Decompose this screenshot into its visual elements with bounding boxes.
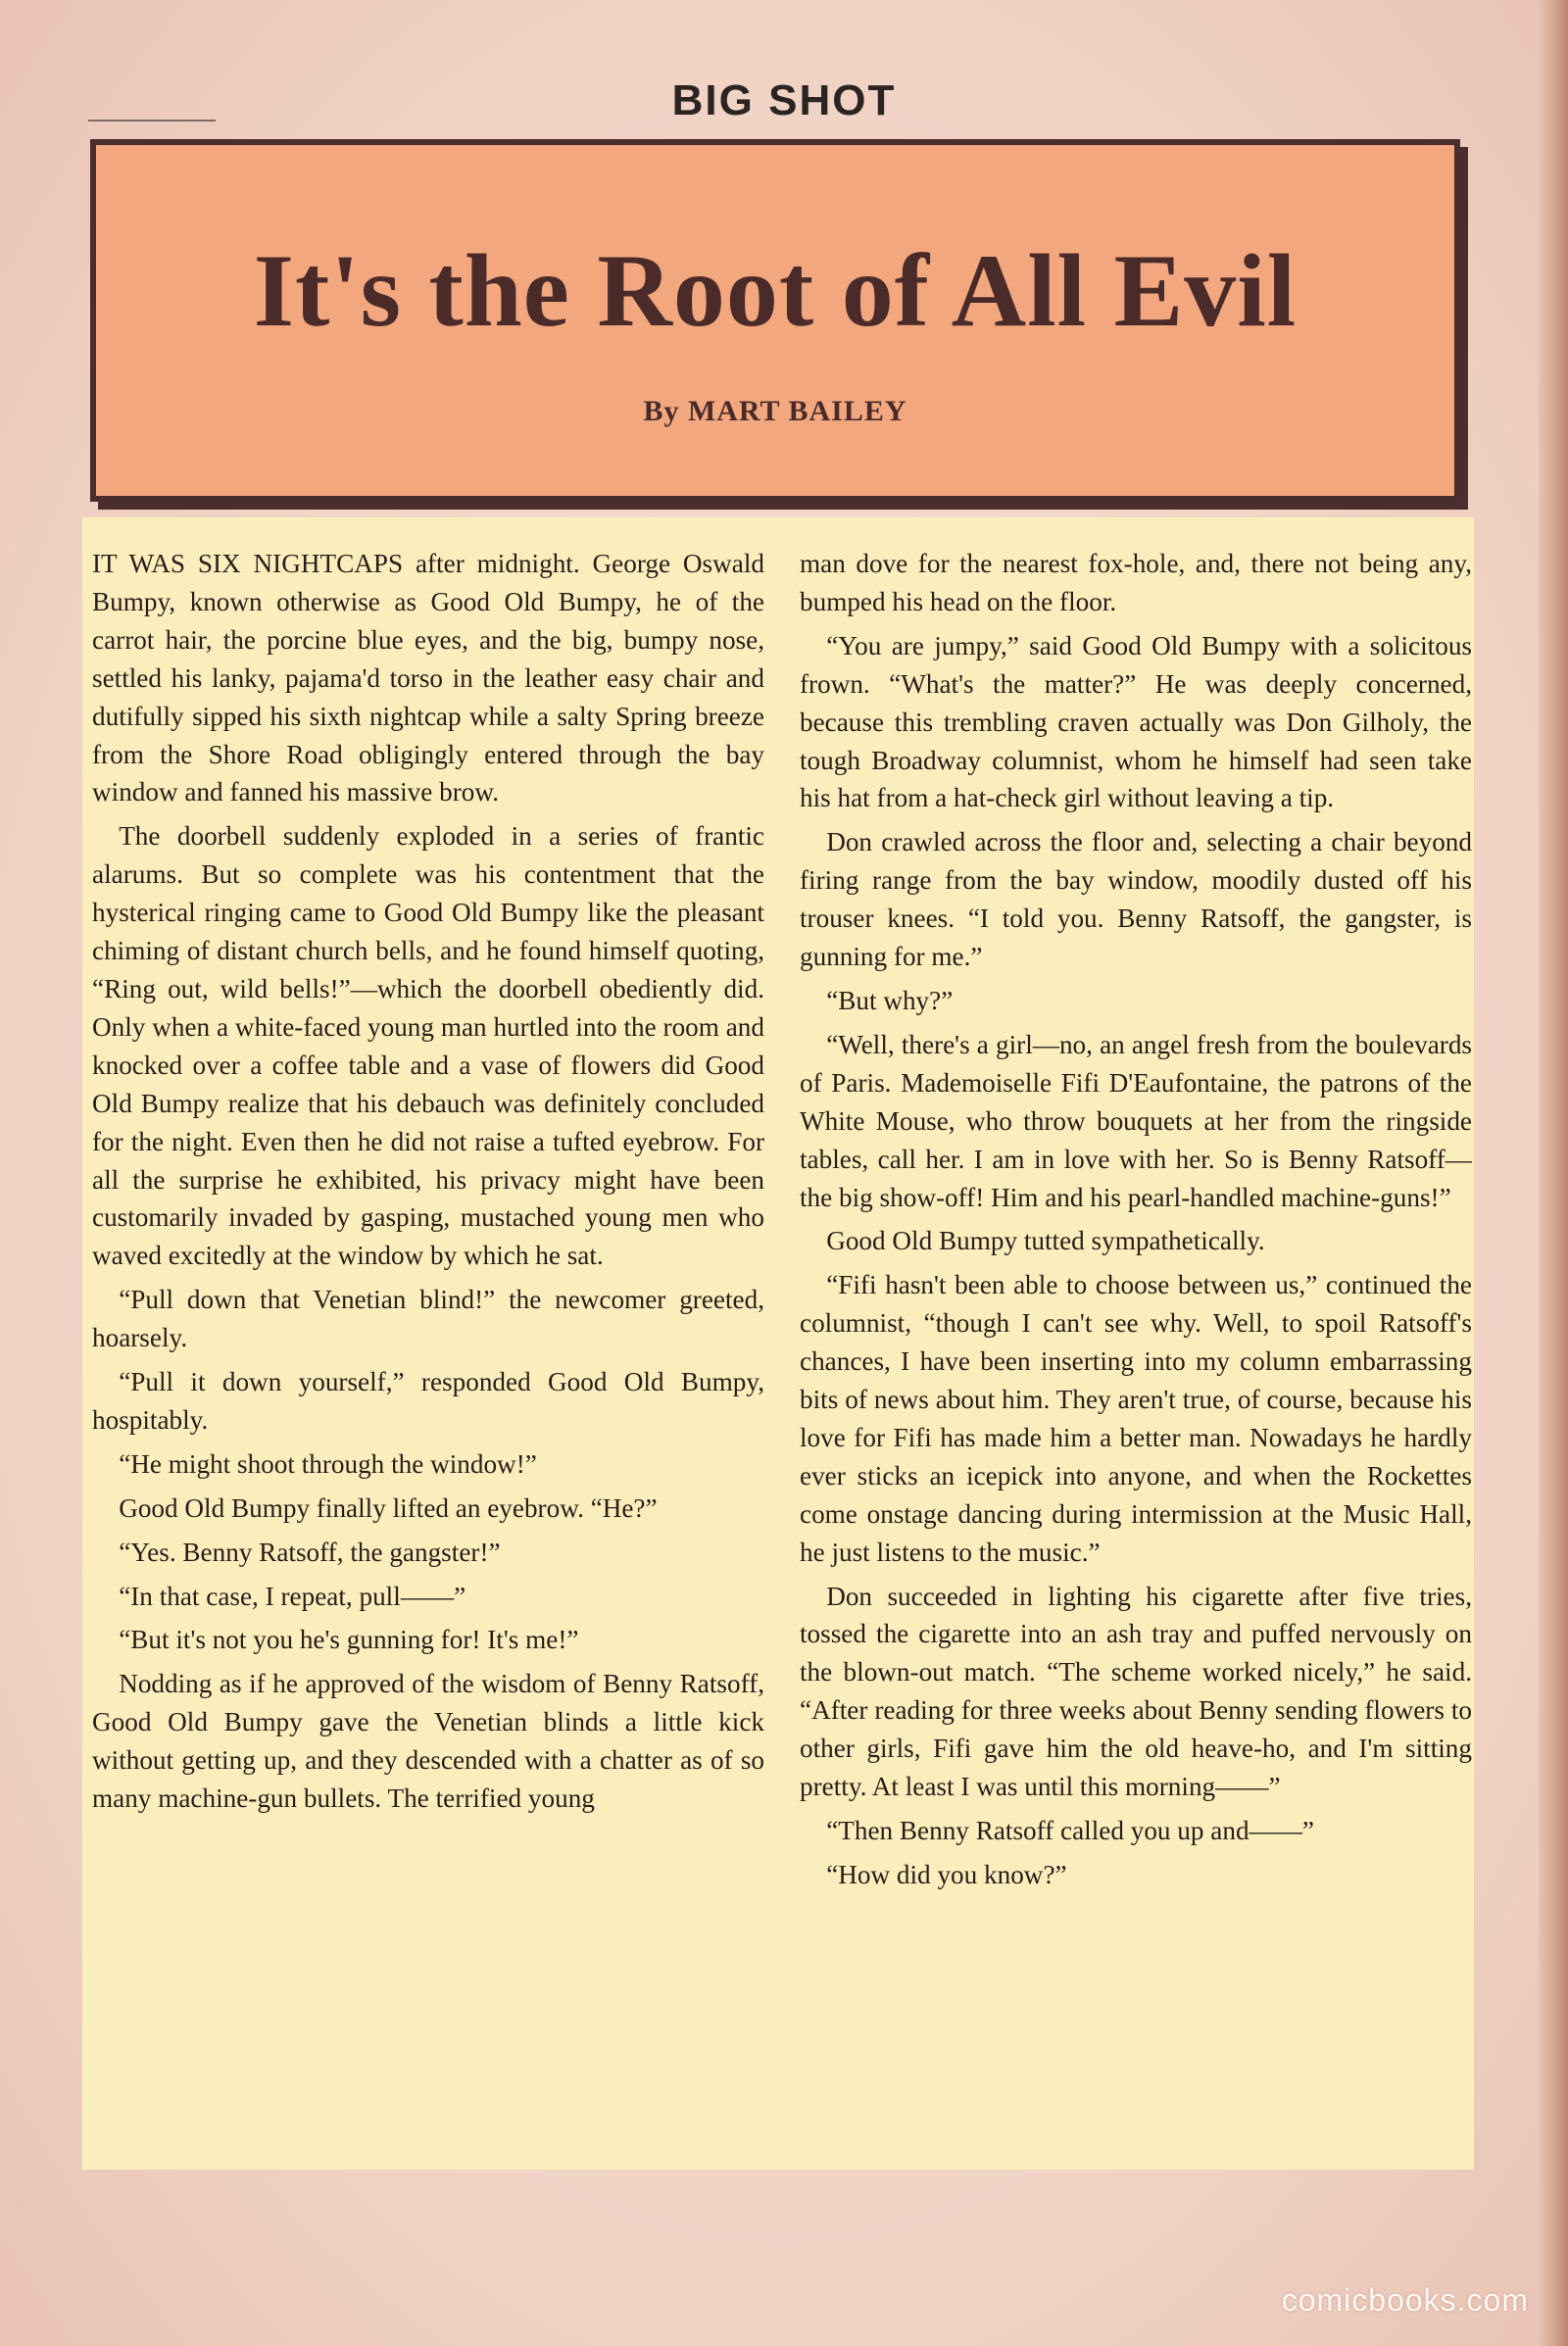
paragraph: “In that case, I repeat, pull——” [119, 1581, 466, 1611]
paragraph: Don succeeded in lighting his cigarette after five tries, tossed the cigarette into an ash tray and puffed nervously on the blown-out match. “The scheme worked nicely,” he said. “After reading for three weeks about Benny sending flowers to other girls, Fifi gave him the old heave-ho, and I'm sitting pretty. At least I was until this morning——” [800, 1581, 1472, 1802]
paragraph: Good Old Bumpy tutted sympathetically. [826, 1226, 1265, 1256]
paragraph: man dove for the nearest fox-hole, and, there not being any, bumped his head on the floor. [800, 549, 1472, 616]
paragraph: “How did you know?” [826, 1859, 1067, 1889]
paragraph: “Pull down that Venetian blind!” the newcomer greeted, hoarsely. [92, 1285, 764, 1353]
story-byline: By MART BAILEY [643, 395, 907, 427]
paragraph: Good Old Bumpy finally lifted an eyebrow. “He?” [119, 1492, 658, 1523]
paragraph: “He might shoot through the window!” [119, 1448, 537, 1479]
paragraph: “But it's not you he's gunning for! It's me!” [119, 1625, 579, 1655]
paragraph: “Yes. Benny Ratsoff, the gangster!” [119, 1537, 501, 1567]
paragraph: “Fifi hasn't been able to choose between us,” continued the columnist, “though I can't see why. Well, to spoil Ratsoff's chances, I have been inserting into my column embarrassing bits of news about him. They aren't true, of course, because his love for Fifi has made him a better man. Nowadays he hardly ever sticks an icepick into anyone, and when the Rockettes come onstage dancing during intermission at the Music Hall, he just listens to the music.” [800, 1270, 1472, 1567]
left-column [92, 545, 764, 2152]
paragraph: “Well, there's a girl—no, an angel fresh from the boulevards of Paris. Mademoiselle Fifi D'Eaufontaine, the patrons of the White Mouse, who throw bouquets at her from the ringside tables, call her. I am in love with her. So is Benny Ratsoff—the big show-off! Him and his pearl-handled machine-guns!” [800, 1029, 1472, 1212]
paragraph: IT WAS SIX NIGHTCAPS after midnight. George Oswald Bumpy, known otherwise as Good Old Bumpy, he of the carrot hair, the porcine blue eyes, and the big, bumpy nose, settled his lanky, pajama'd torso in the leather easy chair and dutifully sipped his sixth nightcap while a salty Spring breeze from the Shore Road obligingly entered through the bay window and fanned his massive brow. [92, 549, 764, 807]
paragraph: “Then Benny Ratsoff called you up and——” [826, 1816, 1314, 1845]
paragraph: Nodding as if he approved of the wisdom of Benny Ratsoff, Good Old Bumpy gave the Venetian blinds a little kick without getting up, and they descended with a chatter as of so many machine-gun bullets. The terrified young [92, 1669, 764, 1814]
paragraph: “Pull it down yourself,” responded Good Old Bumpy, hospitably. [92, 1367, 764, 1435]
magazine-header: BIG SHOT [671, 76, 897, 124]
right-column [800, 545, 1472, 2152]
site-watermark: comicbooks.com [1281, 2282, 1529, 2318]
paragraph: “You are jumpy,” said Good Old Bumpy with a solicitous frown. “What's the matter?” He was deeply concerned, because this trembling craven actually was Don Gilholy, the tough Broadway columnist, whom he himself had seen take his hat from a hat-check girl without leaving a tip. [800, 630, 1472, 813]
paragraph: The doorbell suddenly exploded in a series of frantic alarums. But so complete was his contentment that the hysterical ringing came to Good Old Bumpy like the pleasant chiming of distant church bells, and he found himself quoting, “Ring out, wild bells!”—which the doorbell obediently did. Only when a white-faced young man hurtled into the room and knocked over a coffee table and a vase of flowers did Good Old Bumpy realize that his debauch was definitely concluded for the night. Even then he did not raise a tufted eyebrow. For all the surprise he exhibited, his privacy might have been customarily invaded by gasping, mustached young men who waved excitedly at the window by which he sat. [92, 821, 764, 1271]
paragraph: “But why?” [826, 985, 954, 1015]
paragraph: Don crawled across the floor and, selecting a chair beyond firing range from the bay window, moodily dusted off his trouser knees. “I told you. Benny Ratsoff, the gangster, is gunning for me.” [800, 827, 1472, 972]
story-title: It's the Root of All Evil [253, 233, 1298, 348]
magazine-spine-edge [1539, 0, 1568, 2346]
title-panel [90, 139, 1460, 502]
header-rule [88, 120, 216, 122]
